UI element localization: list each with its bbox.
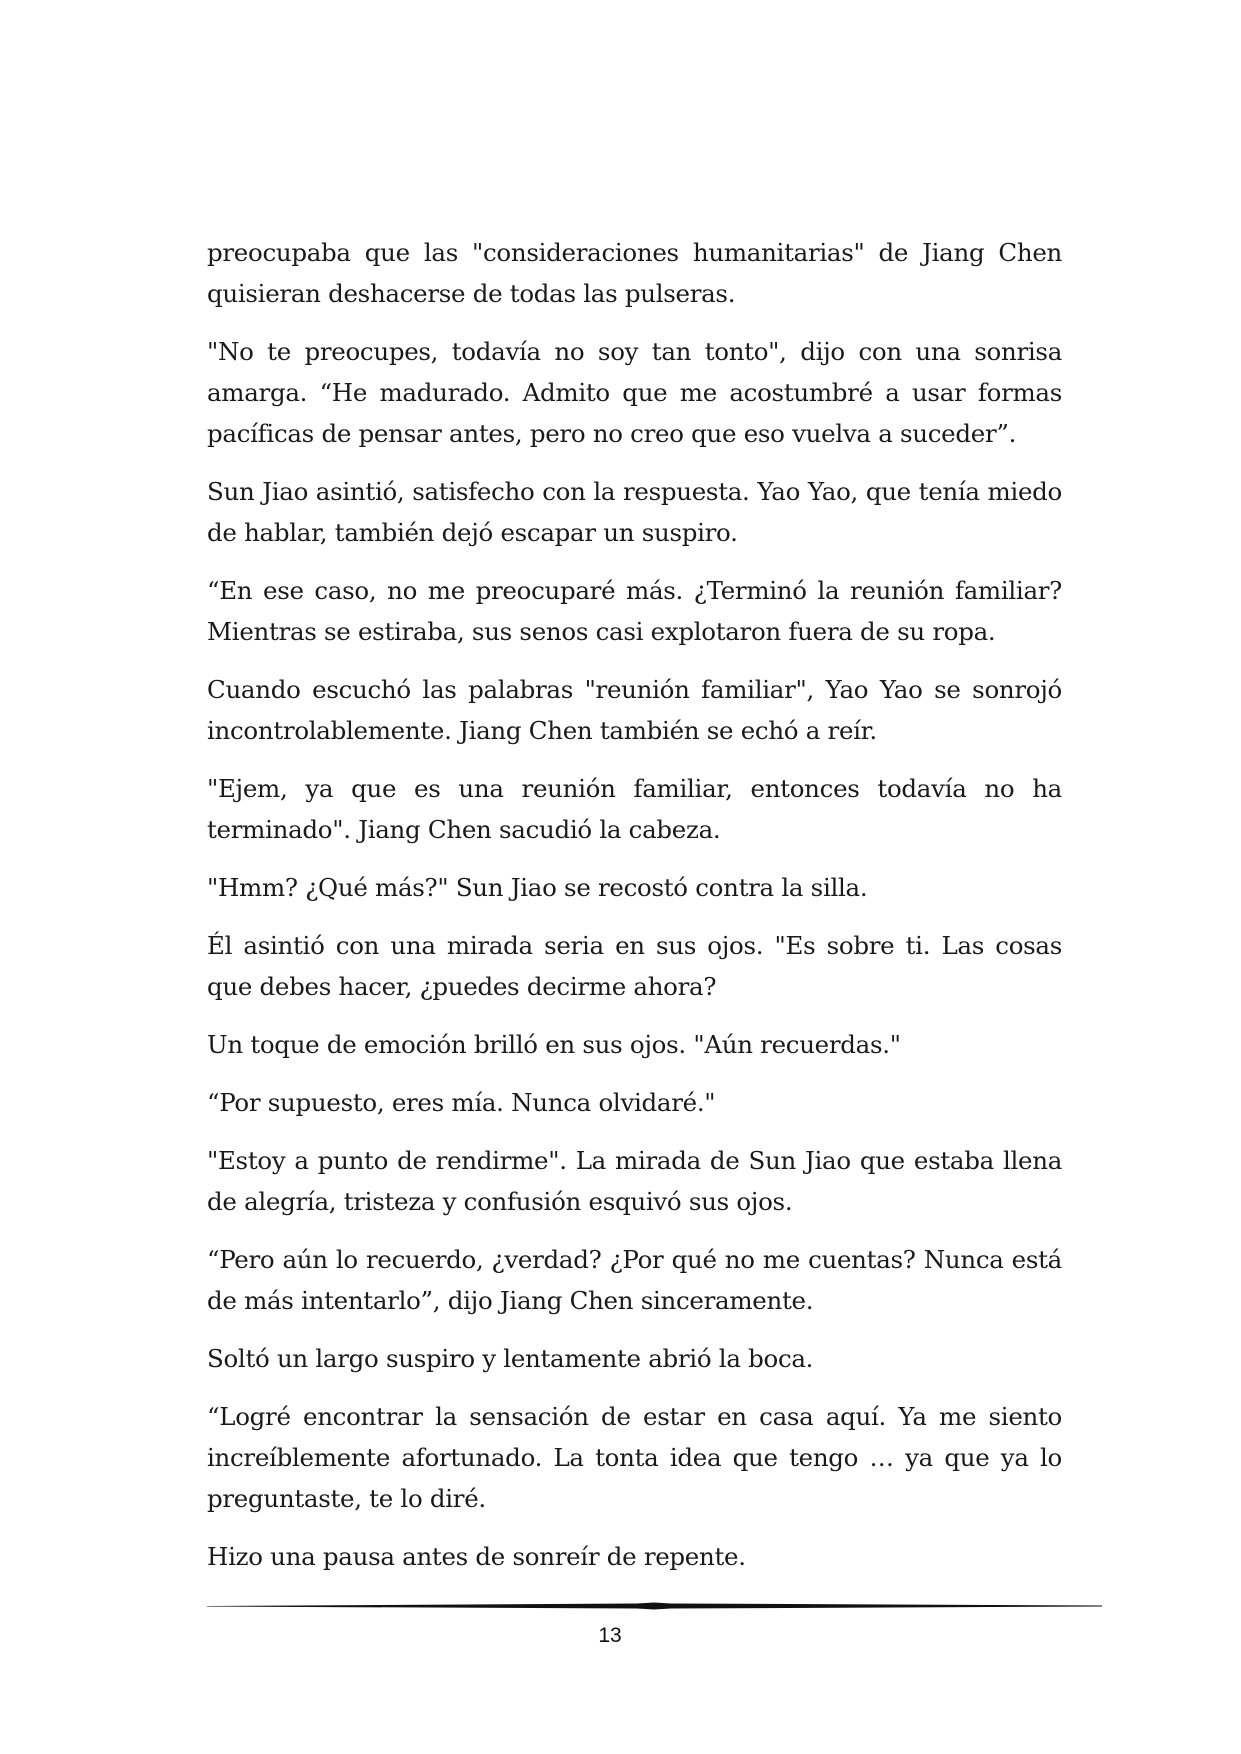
paragraph-14: “Logré encontrar la sensación de estar en casa aquí. Ya me siento increíblemente afortunado. La tonta idea que tengo … ya que ya lo preguntaste, te lo diré. [207,1402,1062,1513]
paragraph-2: "No te preocupes, todavía no soy tan tonto", dijo con una sonrisa amarga. “He madurado. Admito que me acostumbré a usar formas pacíficas de pensar antes, pero no creo que eso vuelva a suceder”. [207,337,1062,448]
paragraph-15: Hizo una pausa antes de sonreír de repente. [207,1542,746,1571]
paragraph-10: “Por supuesto, eres mía. Nunca olvidaré." [207,1088,716,1117]
footer-divider [207,1602,1102,1610]
paragraph-13: Soltó un largo suspiro y lentamente abrió la boca. [207,1344,814,1373]
paragraph-5: Cuando escuchó las palabras "reunión familiar", Yao Yao se sonrojó incontrolablemente. Jiang Chen también se echó a reír. [207,675,1062,745]
body-text [207,232,1062,1594]
page-number: 13 [598,1624,622,1647]
paragraph-9: Un toque de emoción brilló en sus ojos. "Aún recuerdas." [207,1030,901,1059]
paragraph-1: preocupaba que las "consideraciones humanitarias" de Jiang Chen quisieran deshacerse de todas las pulseras. [207,238,1062,308]
paragraph-7: "Hmm? ¿Qué más?" Sun Jiao se recostó contra la silla. [207,873,868,902]
paragraph-11: "Estoy a punto de rendirme". La mirada de Sun Jiao que estaba llena de alegría, tristeza y confusión esquivó sus ojos. [207,1146,1062,1216]
paragraph-8: Él asintió con una mirada seria en sus ojos. "Es sobre ti. Las cosas que debes hacer, ¿puedes decirme ahora? [207,931,1062,1001]
paragraph-6: "Ejem, ya que es una reunión familiar, entonces todavía no ha terminado". Jiang Chen sacudió la cabeza. [207,774,1062,844]
paragraph-12: “Pero aún lo recuerdo, ¿verdad? ¿Por qué no me cuentas? Nunca está de más intentarlo”, dijo Jiang Chen sinceramente. [207,1245,1062,1315]
paragraph-3: Sun Jiao asintió, satisfecho con la respuesta. Yao Yao, que tenía miedo de hablar, también dejó escapar un suspiro. [207,477,1062,547]
paragraph-4: “En ese caso, no me preocuparé más. ¿Terminó la reunión familiar? Mientras se estiraba, sus senos casi explotaron fuera de su ropa. [207,576,1062,646]
